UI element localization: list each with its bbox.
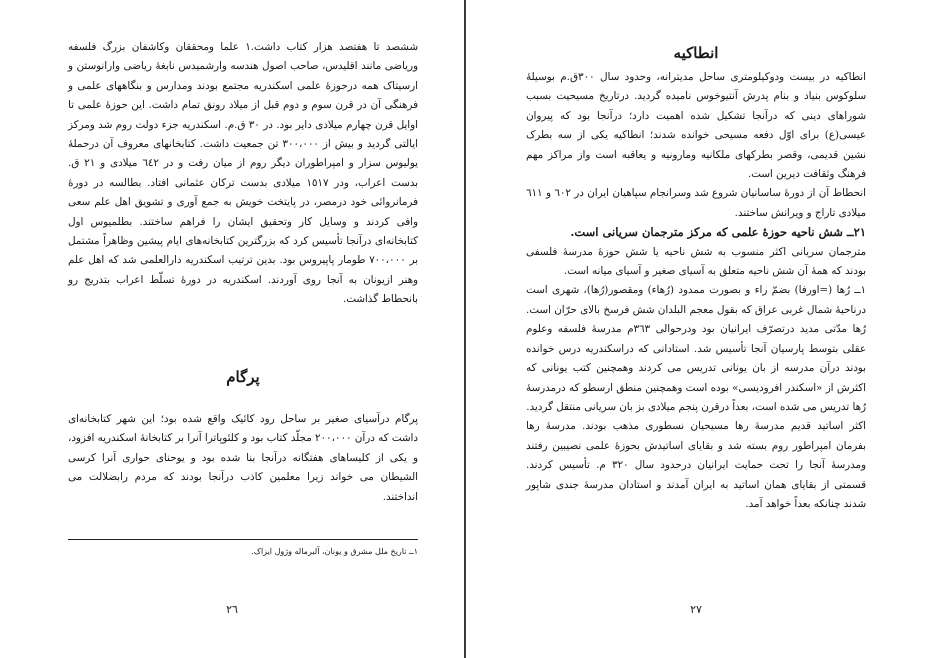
- section-title-antioch: انطاکیه: [673, 44, 719, 62]
- section-title-pergamon: پرگام: [226, 368, 260, 386]
- footnote: ١ــ تاریخ ملل مشرق و یونان، آلبرماله وژول ایزاک.: [251, 547, 418, 556]
- page-number-right: ٢٧: [690, 603, 702, 616]
- right-section-paragraph-1: مترجمان سریانی اکثر منسوب به شش ناحیه یا شش حوزهٔ مدرسهٔ فلسفی بودند که همهٔ آن شش ناحیه متعلق به آسیای صغیر و آسیای میانه است.: [526, 245, 866, 278]
- left-body-paragraph: پرگام درآسیای صغیر بر ساحل رود کائیک واقع شده بود؛ این شهر کتابخانه‌ای داشت که درآن ٢٠٠،٠٠٠ مجلّد کتاب بود و کلئوپاترا آنرا بر کتابخانهٔ اسکندریه افزود، و یکی از کلیساهای هفتگانه درآنجا بنا شده بود و یوحنای حواری آنرا کرسی الشیطان می خواند زیرا معلمین کاذب درآنجا بودند که مردم رابضلالت می انداختند.: [68, 413, 418, 503]
- right-section-paragraph-2: ١ــ رُها (=اورفا) بضمّ راء و بصورت ممدود (رُهاء) ومقصور(رُها)، شهری است درناحیهٔ شمال غربی عراق که بقول معجم البلدان شش فرسخ بالای حرّان است. رُها مدّتی مدید درتصرّف ایرانیان بود ودرحوالی ٣٦٣م مدرسهٔ فلسفه وعلوم عقلی بتوسط پارسیان آنجا تأسیس شد. استادانی که دراسکندریه درس خوانده بودند درآن مدرسه از بان یونانی تدریس می کردند وهمچنین کتب یونانی که اکثرش از «اسکندر افرودیسی» بوده است وهمچنین منطق ارسطو که درمدرسهٔ رُها تدریس می شده است، بعداً درقرن پنجم میلادی بز بان سریانی منتقل گردید.: [526, 284, 867, 413]
- right-body-text: [526, 68, 866, 514]
- left-top-text: [68, 38, 418, 310]
- page-number-left: ٢٦: [226, 603, 238, 616]
- right-intro-paragraph-1: انطاکیه در بیست ودوکیلومتری ساحل مدیترانه، وحدود سال ٣٠٠ق.م بوسیلهٔ سلوکوس بنیاد و بنام پدرش آنتیوخوس نامیده گردید. درتاریخ مسیحیت بسبب شوراهای دینی که درآنجا تشکیل شده اهمیت دارد؛ درآنجا بود که پیروان عیسی(ع) برای اوّل دفعه مسیحی خوانده شدند؛ انطاکیه یکی از سه بطرک نشین قدیمی، وقصر بطرکهای ملکانیه ومارونیه و یعاقبه است واز مراکز مهم فرهنگ وثقافت دیرین است.: [526, 71, 866, 181]
- left-body-text: [68, 410, 418, 507]
- footnote-divider: [68, 539, 418, 540]
- page-right: [466, 0, 930, 658]
- right-intro-paragraph-2: انحطاط آن از دورهٔ ساسانیان شروع شد وسرانجام سپاهیان ایران در ٦٠٢ و ٦١١ میلادی تاراج و ویرانش ساختند.: [526, 187, 866, 219]
- right-section-paragraph-3: اکثر اساتید قدیم مدرسهٔ رها مسیحیان نسطوری مذهب بودند. مدرسهٔ رها بفرمان امپراطور روم بسته شد و بقایای اساتیدش بحوزهٔ علمی نصیبین رفتند ومدرسهٔ آنجا را تحت حمایت ایرانیان درحدود سال ٣٢٠ م. تأسیس کردند. قسمتی از بقایای همان اساتید به ایران آمدند و استادان مدرسهٔ جندی شاپور شدند چنانکه بعداً خواهد آمد.: [526, 420, 867, 510]
- section-heading-21: ٢١ــ شش ناحیه حوزهٔ علمی که مرکز مترجمان سریانی است.: [570, 225, 866, 240]
- page-left: [0, 0, 464, 658]
- left-top-paragraph: ششصد تا هفتصد هزار کتاب داشت.١ علما ومحققان وکاشفان بزرگ فلسفه وریاضی مانند اقلیدس، صاحب اصول هندسه وارشمیدس نابغهٔ ریاضی وارانوستن و ارسیتاک همه درحوزهٔ علمی اسکندریه مجتمع بودند ومدارس و بنگاههای علمی و فرهنگی آن در قرن سوم و دوم قبل از میلاد رونق تمام داشت. این حوزهٔ علمی تا اوایل قرن چهارم میلادی دایر بود. در ٣٠ ق.م. اسکندریه جزء دولت روم شد ومرکز ایالتی گردید و بیش از ٣٠٠،٠٠٠ تن جمعیت داشت. کتابخانهای معروف آن درحملهٔ یولیوس سزار و امپراطوران دیگر روم از میان رفت و در ٦٤٢ میلادی و ٢١ ق. بدست اعراب، ودر ١٥١٧ میلادی بدست ترکان عثمانی افتاد. بطالسه در دورهٔ فرمانروائی خود درمصر، در پایتخت خویش به جمع آوری و تشویق اهل علم سعی وافی کردند و وسایل کار وتحقیق ایشان را فراهم ساختند. بطلمیوس اول کتابخانه‌ای درآنجا تأسیس کرد که بزرگترین کتابخانه‌های ایام پیشین وظاهراً مشتمل بر ٧٠٠،٠٠٠ طومار پاپیروس بود. بدین ترتیب اسکندریه دارالعلمی شد که اهل علم وهنر ازیونان به آنجا روی آوردند. اسکندریه در دورهٔ تسلّط اعراب بتدریج رو بانحطاط گذاشت.: [68, 41, 418, 306]
